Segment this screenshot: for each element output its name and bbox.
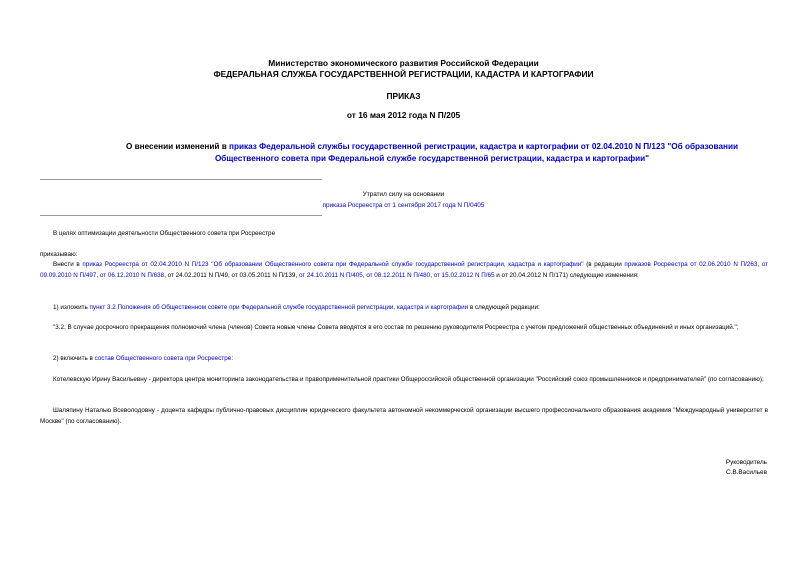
paragraph-member-shalyapina: Шаляпину Наталью Всеволодовну - доцента кафедры публично-правовых дисциплин юридического факультета автономной некоммерческой организации высшего профессионального образования академия "Международный университет в Москве" (по согласованию).	[40, 407, 768, 425]
paragraph-order: приказываю:	[40, 251, 78, 258]
amend-text-7: ,	[430, 272, 434, 279]
item2-link-council[interactable]: состав Общественного совета при Росреестре	[94, 355, 232, 362]
ministry-name: Министерство экономического развития Российской Федерации	[268, 58, 539, 68]
document-title	[120, 141, 744, 165]
amend-link-p263[interactable]: приказов Росреестра от 02.06.2010 N П/263	[624, 261, 758, 268]
paragraph-member-kotelevskaya: Котелевскую Ирину Васильевну - директора центра мониторинга законодательства и правоприменительной практики Общероссийской общественной организации "Российский союз промышленников и предпринимателей" (по согласованию);	[53, 376, 764, 383]
amend-link-p638[interactable]: от 06.12.2010 N П/638	[99, 272, 165, 279]
divider-bottom	[40, 215, 322, 216]
status-note-line	[0, 201, 807, 211]
title-prefix: О внесении изменений в	[125, 142, 230, 151]
item1-text-1: 1) изложить	[53, 304, 90, 311]
document-date: от 16 мая 2012 года N П/205	[346, 110, 461, 120]
service-name: ФЕДЕРАЛЬНАЯ СЛУЖБА ГОСУДАРСТВЕННОЙ РЕГИСТРАЦИИ, КАДАСТРА И КАРТОГРАФИИ	[213, 69, 594, 79]
item2-text-2: :	[231, 355, 234, 362]
amend-text-8: и от 20.04.2012 N П/171) следующие изменения:	[494, 272, 639, 279]
repeal-order-link[interactable]: приказа Росреестра от 1 сентября 2017 года N П/0405	[322, 202, 485, 209]
signature-name: С.В.Васильев	[725, 469, 767, 476]
paragraph-purpose: В целях оптимизации деятельности Общественного совета при Росреестре	[53, 230, 276, 237]
paragraph-clause-3-2: "3.2. В случае досрочного прекращения полномочий члена (членов) Совета новые члены Совета вводятся в его состав по решению руководителя Росреестра с учетом предложений общественных объединений и иных организаций.";	[53, 324, 739, 331]
amend-link-main-order[interactable]: приказ Росреестра от 02.04.2010 N П/123 "Об образовании Общественного совета при Федеральной службе государственной регистрации, кадастра и картографии"	[82, 261, 584, 268]
amend-link-p480[interactable]: от 08.12.2011 N П/480	[366, 272, 431, 279]
amend-text-1: Внести в	[53, 261, 83, 268]
amend-link-p405[interactable]: от 24.10.2011 N П/405	[298, 272, 363, 279]
item1-link-clause[interactable]: пункт 3.2 Положения об Общественном совете при Федеральной службе государственной регистрации, кадастра и картографии	[89, 304, 469, 311]
paragraph-item-2	[40, 353, 768, 364]
paragraph-item-1	[40, 302, 768, 313]
signature-position: Руководитель	[725, 459, 767, 466]
amend-text-5: , от 24.02.2011 N П/49, от 03.05.2011 N П/139,	[164, 272, 299, 279]
amend-link-p65[interactable]: от 15.02.2012 N П/65	[433, 272, 495, 279]
item1-text-2: в следующей редакции:	[468, 304, 540, 311]
amend-text-3: ,	[757, 261, 762, 268]
title-link[interactable]: приказ Федеральной службы государственной регистрации, кадастра и картографии от 02.04.2010 N П/123 "Об образовании Общественного совета при Федеральной службе государственной регистрации, кадастра и картографии"	[214, 142, 739, 163]
item2-text-1: 2) включить в	[53, 355, 95, 362]
document-type: ПРИКАЗ	[386, 91, 421, 101]
amend-text-6: ,	[362, 272, 367, 279]
paragraph-amendments	[40, 259, 768, 281]
divider-top	[40, 179, 322, 180]
amend-text-2: (в редакции	[583, 261, 625, 268]
amend-text-4: ,	[96, 272, 100, 279]
amend-link-p497[interactable]: от 09.09.2010 N П/497	[40, 261, 769, 279]
status-note-text: Утратил силу на основании	[362, 191, 445, 198]
